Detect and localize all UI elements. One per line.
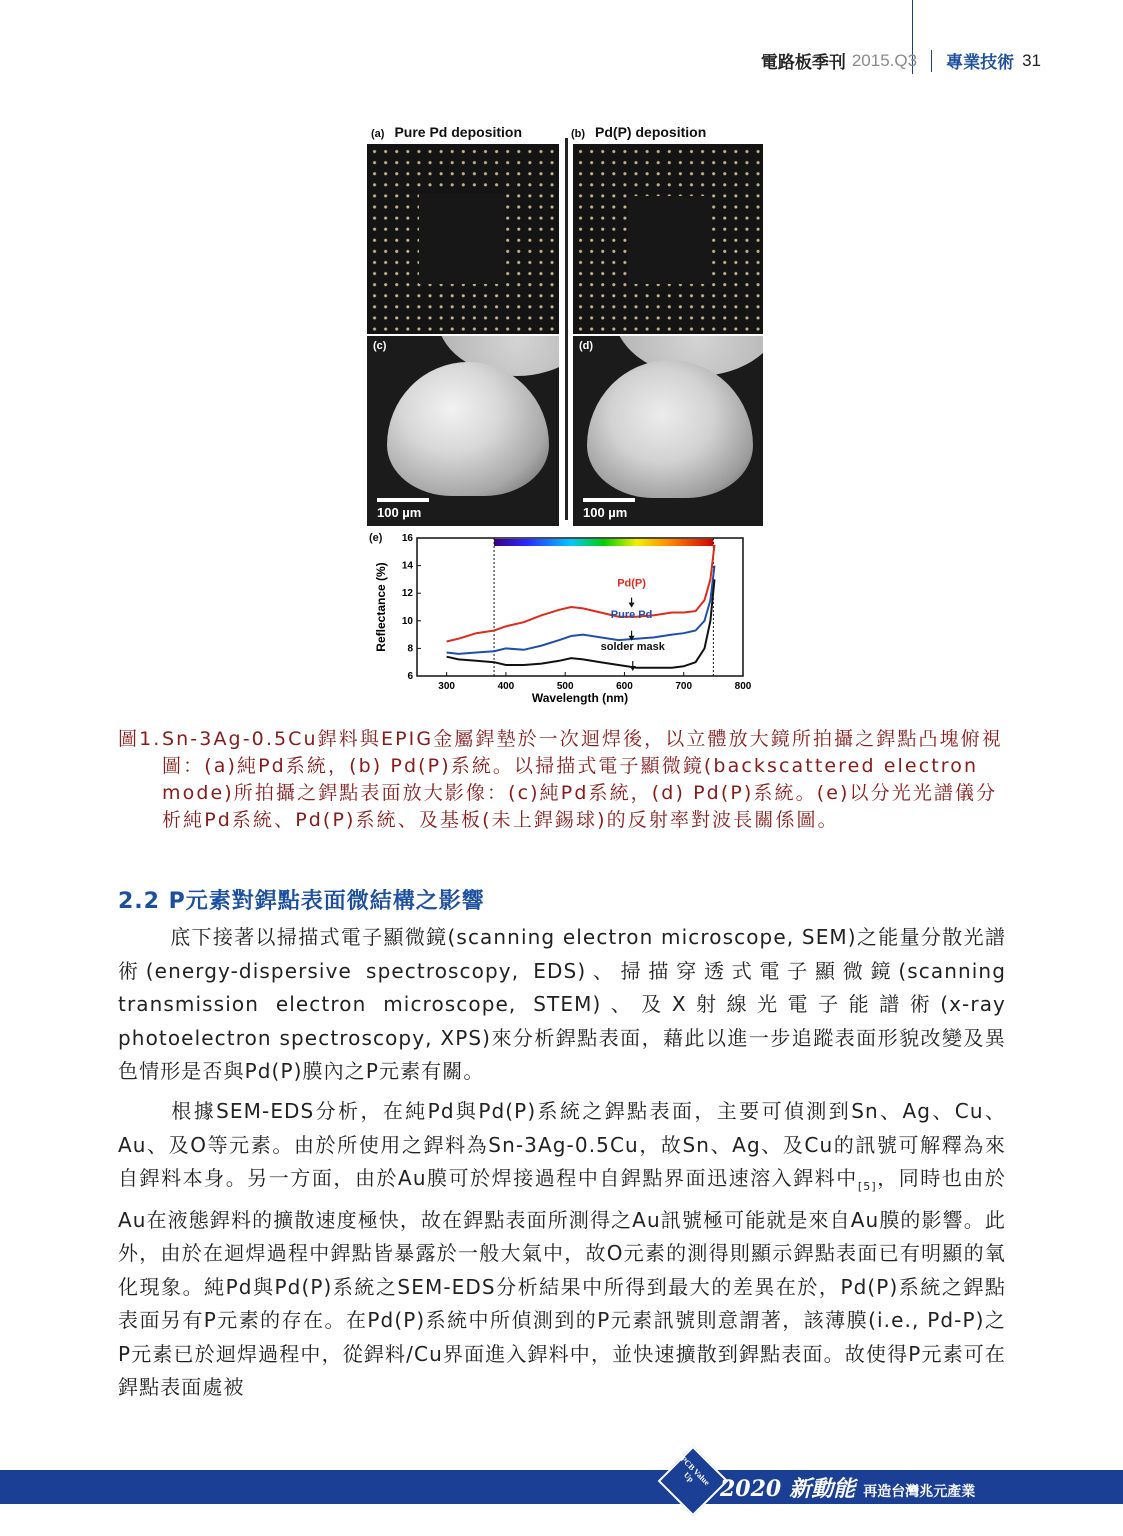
annotation-label: solder mask [600, 640, 665, 653]
footer-slogan: 2020 新動能 再造台灣兆元產業 [720, 1476, 976, 1502]
section-name: 專業技術 [946, 53, 1015, 73]
panel-b-image [573, 144, 763, 334]
x-tick-label: 500 [556, 681, 574, 692]
panel-a-label: (a) Pure Pd deposition [371, 124, 523, 140]
caption-lead: 圖1. [118, 728, 162, 750]
annotation-label: Pure Pd [610, 609, 653, 622]
figure-caption [118, 726, 1006, 834]
x-tick-label: 600 [616, 681, 633, 692]
x-tick-label: 300 [438, 681, 455, 692]
reflectance-chart [365, 528, 765, 713]
paragraph-2: 根據SEM-EDS分析，在純Pd與Pd(P)系統之銲點表面，主要可偵測到Sn、Ag、Cu、Au、及O等元素。由於所使用之銲料為Sn-3Ag-0.5Cu，故Sn、Ag、及Cu的訊號可解釋為來自銲料本身。另一方面，由於Au膜可於焊接過程中自銲點界面迅速溶入銲料中$_{[5]}$，同時也由於Au在液態銲料的擴散速度極快，故在銲點表面所測得之Au訊號極可能就是來自Au膜的影響。此外，由於在迴焊過程中銲點皆暴露於一般大氣中，故O元素的測得則顯示銲點表面已有明顯的氧化現象。純Pd與Pd(P)系統之SEM-EDS分析結果中所得到最大的差異在於，Pd(P)系統之銲點表面另有P元素的存在。在Pd(P)系統中所偵測到的P元素訊號則意謂著，該薄膜(i.e., Pd-P)之P元素已於迴焊過程中，從銲料/Cu界面進入銲料中，並快速擴散到銲點表面。故使得P元素可在銲點表面處被 [118, 1099, 1006, 1399]
panel-d-image: (d) 100 µm [573, 336, 763, 526]
x-tick-label: 700 [675, 681, 693, 692]
scale-bar-c: 100 µm [377, 498, 429, 520]
x-tick-label: 800 [734, 681, 752, 692]
panel-c-image: (c) 100 µm [367, 336, 559, 526]
y-tick-label: 14 [401, 560, 413, 572]
x-tick-label: 400 [497, 681, 515, 692]
y-tick-label: 8 [407, 643, 413, 655]
panel-b-label: (b) Pd(P) deposition [571, 124, 707, 140]
figure-1 [365, 122, 765, 712]
annotation-label: Pd(P) [617, 577, 646, 590]
magazine-name: 電路板季刊 [760, 53, 846, 73]
spectrum-bar [494, 539, 713, 546]
pcb-value-up-logo: PCB Value Up [678, 1454, 712, 1488]
caption-text: Sn-3Ag-0.5Cu銲料與EPIG金屬銲墊於一次迴焊後，以立體放大鏡所拍攝之銲點凸塊俯視圖：(a)純Pd系統，(b) Pd(P)系統。以掃描式電子顯微鏡(backscattered electron mode)所拍攝之銲點表面放大影像：(c)純Pd系統，(d) Pd(P)系統。(e)以分光光譜儀分析純Pd系統、Pd(P)系統、及基板(未上銲錫球)的反射率對波長關係圖。 [162, 728, 1003, 831]
plot-frame [417, 538, 743, 676]
figure-divider [565, 138, 568, 520]
page-header [761, 48, 1041, 73]
issue-label: 2015.Q3 [851, 50, 918, 70]
panel-a-image [367, 144, 559, 334]
page-number: 31 [1022, 50, 1041, 70]
panel-e-label: (e) [369, 532, 383, 544]
scale-bar-d: 100 µm [583, 498, 635, 520]
y-axis-label: Reflectance (%) [374, 562, 388, 652]
x-axis-label: Wavelength (nm) [531, 691, 629, 705]
section-heading: 2.2 P元素對銲點表面微結構之影響 [118, 889, 485, 914]
y-tick-label: 6 [407, 671, 413, 682]
y-tick-label: 12 [401, 588, 413, 600]
y-tick-label: 10 [401, 615, 413, 627]
paragraph-1: 底下接著以掃描式電子顯微鏡(scanning electron microscope, SEM)之能量分散光譜術(energy-dispersive spectroscopy, EDS)、掃描穿透式電子顯微鏡(scanning transmission electron microscope, STEM)、及X射線光電子能譜術(x-ray photoelectron spectroscopy, XPS)來分析銲點表面，藉此以進一步追蹤表面形貌改變及異色情形是否與Pd(P)膜內之P元素有關。 [118, 925, 1006, 1083]
header-separator [931, 50, 932, 72]
citation-5: [5] [857, 1180, 877, 1193]
y-tick-label: 16 [401, 533, 413, 544]
